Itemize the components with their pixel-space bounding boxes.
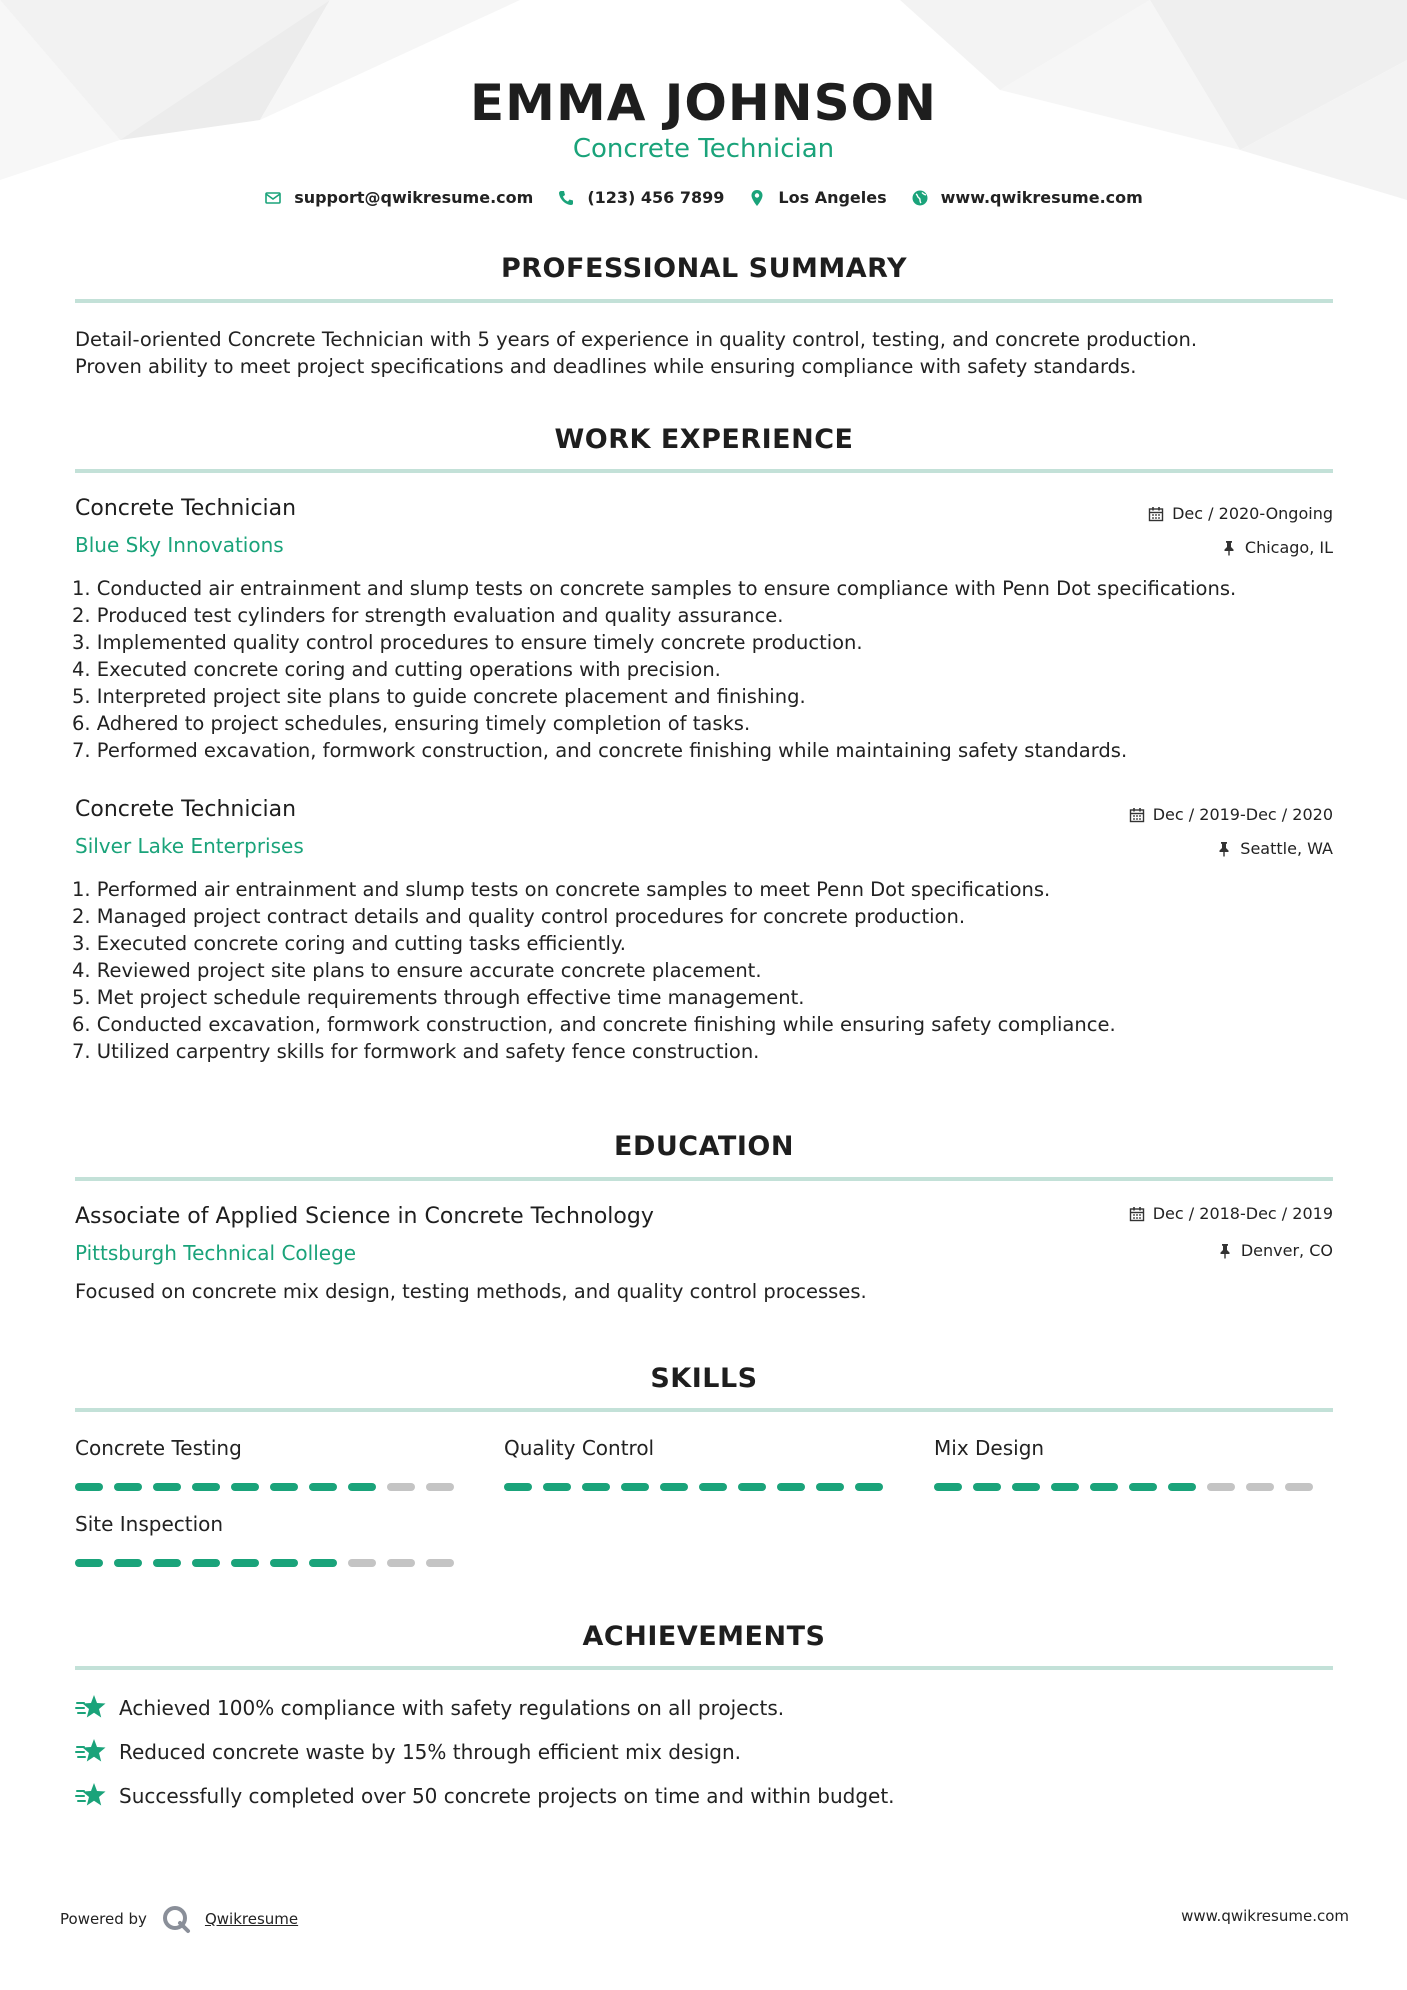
contact-email-text: support@qwikresume.com [294, 188, 534, 207]
globe-icon [911, 189, 929, 207]
education-description: Focused on concrete mix design, testing methods, and quality control processes. [75, 1280, 867, 1303]
contact-bar [0, 188, 1407, 207]
summary-divider [75, 299, 1333, 303]
calendar-icon [1148, 506, 1164, 522]
skill-rating [75, 1483, 454, 1491]
pushpin-icon [1221, 540, 1237, 556]
star-badge-icon [75, 1693, 107, 1723]
skill-dot-filled [855, 1483, 883, 1491]
summary-line: Detail-oriented Concrete Technician with 5 years of experience in quality control, testing, and concrete production. [75, 328, 1198, 351]
skill-dot-filled [231, 1483, 259, 1491]
achievement-text: Successfully completed over 50 concrete projects on time and within budget. [119, 1784, 895, 1808]
skill-dot-filled [192, 1483, 220, 1491]
job-dates-text: Dec / 2019-Dec / 2020 [1152, 805, 1333, 824]
skill-dot-filled [660, 1483, 688, 1491]
education-school: Pittsburgh Technical College [75, 1241, 357, 1265]
location-pin-icon [748, 189, 766, 207]
contact-website-text: www.qwikresume.com [940, 188, 1143, 207]
skill-dot-filled [309, 1559, 337, 1567]
list-item: 1. Conducted air entrainment and slump tests on concrete samples to ensure compliance with Penn Dot specifications. [72, 577, 1237, 600]
list-item: 3. Executed concrete coring and cutting tasks efficiently. [72, 932, 626, 955]
star-badge-icon [75, 1737, 107, 1767]
skill-dot-empty [1246, 1483, 1274, 1491]
footer-powered-by [60, 1904, 298, 1934]
calendar-icon [1129, 807, 1145, 823]
skill-dot-filled [738, 1483, 766, 1491]
achievement-text: Reduced concrete waste by 15% through efficient mix design. [119, 1740, 742, 1764]
skill-dot-empty [387, 1483, 415, 1491]
job-dates [1148, 504, 1333, 523]
summary-line: Proven ability to meet project specifications and deadlines while ensuring compliance with safety standards. [75, 355, 1137, 378]
list-item: 7. Utilized carpentry skills for formwork and safety fence construction. [72, 1040, 760, 1063]
skill-dot-filled [75, 1483, 103, 1491]
skill-dot-filled [1012, 1483, 1040, 1491]
achievements-heading: ACHIEVEMENTS [582, 1621, 826, 1652]
skill-dot-filled [973, 1483, 1001, 1491]
skill-dot-filled [75, 1559, 103, 1567]
pushpin-icon [1216, 841, 1232, 857]
achievement-item [75, 1693, 784, 1723]
skill-dot-filled [1090, 1483, 1118, 1491]
candidate-name: EMMA JOHNSON [470, 74, 937, 132]
achievement-item [75, 1737, 741, 1767]
job-location [1216, 839, 1333, 858]
skill-dot-empty [426, 1559, 454, 1567]
summary-heading: PROFESSIONAL SUMMARY [500, 253, 908, 284]
contact-email[interactable] [264, 188, 533, 207]
job-bullets [72, 575, 1342, 764]
skill-dot-empty [1207, 1483, 1235, 1491]
job-title: Concrete Technician [75, 797, 297, 822]
skill-dot-filled [1129, 1483, 1157, 1491]
powered-by-label: Powered by [60, 1910, 147, 1928]
skill-dot-filled [348, 1483, 376, 1491]
achievement-text: Achieved 100% compliance with safety regulations on all projects. [119, 1696, 785, 1720]
job-dates [1129, 805, 1333, 824]
list-item: 4. Executed concrete coring and cutting operations with precision. [72, 658, 721, 681]
skill-dot-empty [426, 1483, 454, 1491]
list-item: 7. Performed excavation, formwork construction, and concrete finishing while maintaining safety standards. [72, 739, 1128, 762]
contact-phone-text: (123) 456 7899 [587, 188, 725, 207]
skill-dot-filled [309, 1483, 337, 1491]
education-heading: EDUCATION [614, 1131, 794, 1162]
education-location [1217, 1241, 1333, 1260]
skills-divider [75, 1408, 1333, 1412]
experience-divider [75, 469, 1333, 473]
list-item: 5. Interpreted project site plans to guide concrete placement and finishing. [72, 685, 806, 708]
list-item: 6. Adhered to project schedules, ensuring timely completion of tasks. [72, 712, 751, 735]
skill-name: Site Inspection [75, 1512, 224, 1536]
skill-rating [75, 1559, 454, 1567]
job-location [1221, 538, 1333, 557]
footer-website[interactable]: www.qwikresume.com [1181, 1907, 1349, 1925]
skill-dot-filled [699, 1483, 727, 1491]
skills-heading: SKILLS [650, 1363, 758, 1394]
skill-dot-filled [153, 1559, 181, 1567]
skill-dot-filled [114, 1559, 142, 1567]
contact-website[interactable] [911, 188, 1143, 207]
experience-heading: WORK EXPERIENCE [554, 424, 854, 455]
skill-name: Quality Control [504, 1436, 655, 1460]
skill-dot-filled [934, 1483, 962, 1491]
job-location-text: Chicago, IL [1244, 538, 1333, 557]
summary-text [75, 326, 1333, 380]
skill-dot-filled [192, 1559, 220, 1567]
contact-phone[interactable] [557, 188, 724, 207]
pushpin-icon [1217, 1243, 1233, 1259]
skill-dot-filled [621, 1483, 649, 1491]
candidate-role: Concrete Technician [572, 134, 835, 164]
list-item: 4. Reviewed project site plans to ensure accurate concrete placement. [72, 959, 762, 982]
education-degree: Associate of Applied Science in Concrete Technology [75, 1204, 654, 1229]
skill-dot-filled [114, 1483, 142, 1491]
job-dates-text: Dec / 2020-Ongoing [1172, 504, 1333, 523]
education-location-text: Denver, CO [1240, 1241, 1333, 1260]
skill-name: Concrete Testing [75, 1436, 242, 1460]
skill-dot-empty [387, 1559, 415, 1567]
skill-rating [934, 1483, 1313, 1491]
mail-icon [264, 189, 282, 207]
achievement-item [75, 1781, 895, 1811]
skill-dot-filled [270, 1559, 298, 1567]
skill-dot-filled [231, 1559, 259, 1567]
skill-dot-filled [504, 1483, 532, 1491]
skill-dot-filled [582, 1483, 610, 1491]
contact-location [748, 188, 886, 207]
qwikresume-logo-icon [161, 1904, 191, 1934]
list-item: 3. Implemented quality control procedures to ensure timely concrete production. [72, 631, 863, 654]
job-company: Blue Sky Innovations [75, 533, 284, 557]
skill-dot-filled [270, 1483, 298, 1491]
star-badge-icon [75, 1781, 107, 1811]
skill-dot-filled [777, 1483, 805, 1491]
list-item: 1. Performed air entrainment and slump tests on concrete samples to meet Penn Dot specifications. [72, 878, 1051, 901]
skill-dot-filled [816, 1483, 844, 1491]
phone-icon [557, 189, 575, 207]
achievements-divider [75, 1666, 1333, 1670]
calendar-icon [1129, 1206, 1145, 1222]
list-item: 2. Produced test cylinders for strength evaluation and quality assurance. [72, 604, 784, 627]
job-bullets [72, 876, 1342, 1065]
skill-dot-filled [1168, 1483, 1196, 1491]
job-location-text: Seattle, WA [1240, 839, 1333, 858]
skill-name: Mix Design [934, 1436, 1045, 1460]
skill-dot-filled [1051, 1483, 1079, 1491]
education-dates [1129, 1204, 1333, 1223]
contact-location-text: Los Angeles [778, 188, 887, 207]
skill-dot-filled [543, 1483, 571, 1491]
list-item: 2. Managed project contract details and quality control procedures for concrete production. [72, 905, 966, 928]
skill-dot-filled [153, 1483, 181, 1491]
list-item: 5. Met project schedule requirements through effective time management. [72, 986, 805, 1009]
job-title: Concrete Technician [75, 496, 297, 521]
list-item: 6. Conducted excavation, formwork construction, and concrete finishing while ensuring safety compliance. [72, 1013, 1116, 1036]
job-company: Silver Lake Enterprises [75, 834, 304, 858]
education-divider [75, 1177, 1333, 1181]
qwikresume-link[interactable]: Qwikresume [204, 1910, 299, 1928]
education-dates-text: Dec / 2018-Dec / 2019 [1152, 1204, 1333, 1223]
skill-dot-empty [1285, 1483, 1313, 1491]
skill-rating [504, 1483, 883, 1491]
skill-dot-empty [348, 1559, 376, 1567]
